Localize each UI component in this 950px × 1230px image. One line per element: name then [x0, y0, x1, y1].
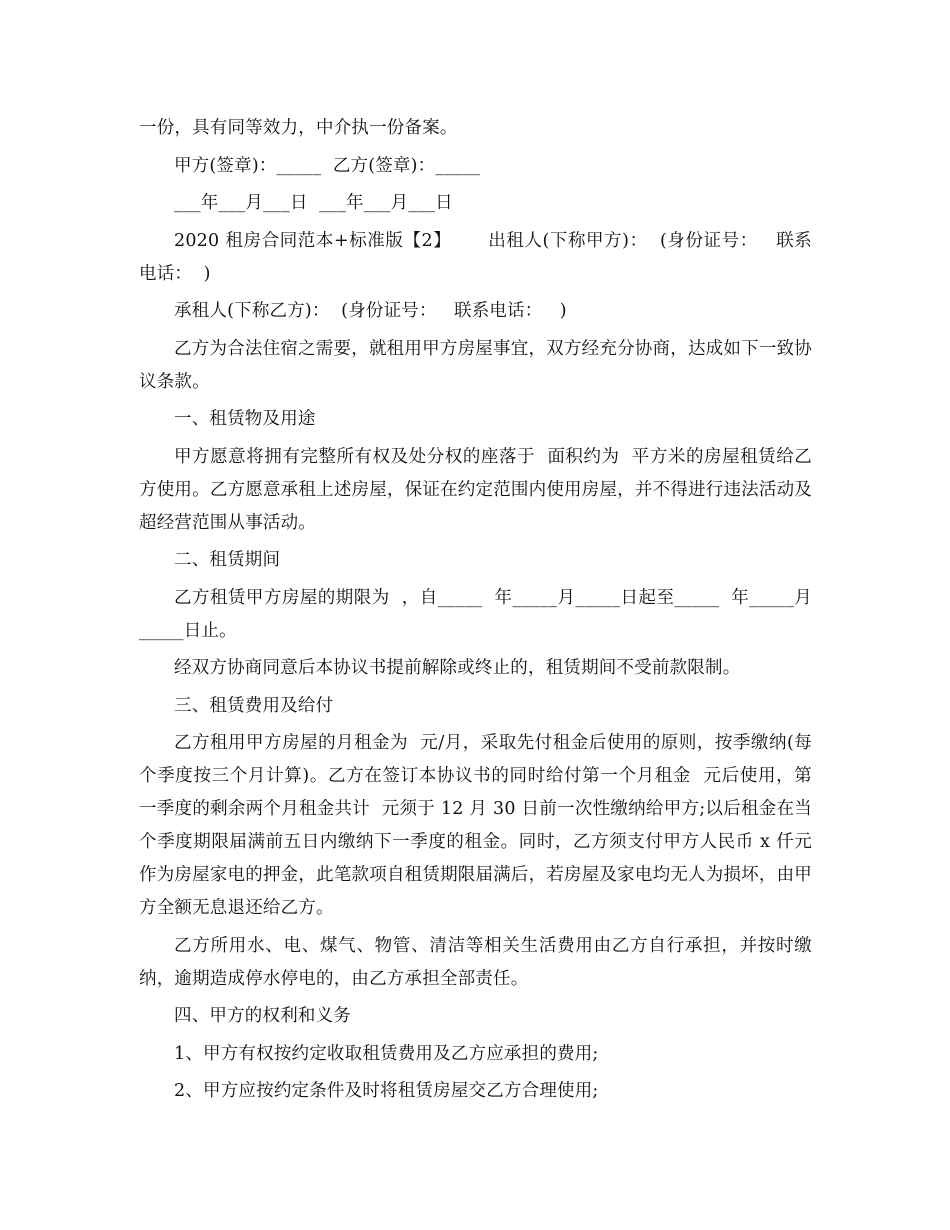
- paragraph-utilities: 乙方所用水、电、煤气、物管、清洁等相关生活费用由乙方自行承担，并按时缴纳，逾期造成停水停电的，由乙方承担全部责任。: [139, 935, 812, 989]
- paragraph-copies-note: 一份，具有同等效力，中介执一份备案。: [139, 118, 458, 138]
- paragraph-contract-title-lessor: 2020 租房合同范本+标准版【2】 出租人(下称甲方)： (身份证号： 联系电话： ): [139, 230, 812, 284]
- paragraph-signatures: 甲方(签章)：_____ 乙方(签章)：_____: [174, 155, 481, 176]
- paragraph-property: 甲方愿意将拥有完整所有权及处分权的座落于 面积约为 平方米的房屋租赁给乙方使用。乙方愿意承租上述房屋，保证在约定范围内使用房屋，并不得进行违法活动及超经营范围从事活动。: [139, 446, 812, 533]
- clause-item-1: 1、甲方有权按约定收取租赁费用及乙方应承担的费用;: [174, 1043, 599, 1064]
- paragraph-rent-payment: 乙方租用甲方房屋的月租金为 元/月，采取先付租金后使用的原则，按季缴纳(每个季度按三个月计算)。乙方在签订本协议书的同时给付第一个月租金 元后使用，第一季度的剩余两个月租金共计 元须于 12 月 30 日前一次性缴纳给甲方;以后租金在当个季度期限届满前五日内缴纳下一季度的租金。同时，乙方须支付甲方人民币 x 仟元作为房屋家电的押金，此笔款项自租赁期限届满后，若房屋及家电均无人为损坏，由甲方全额无息退还给乙方。: [139, 733, 812, 918]
- section-heading-4: 四、甲方的权利和义务: [174, 1006, 351, 1026]
- document-body: [139, 112, 812, 1113]
- paragraph-early-termination: 经双方协商同意后本协议书提前解除或终止的，租赁期间不受前款限制。: [174, 658, 741, 678]
- clause-item-2: 2、甲方应按约定条件及时将租赁房屋交乙方合理使用;: [174, 1081, 599, 1101]
- paragraph-sign-dates: ___年___月___日 ___年___月___日: [174, 193, 453, 213]
- section-heading-1: 一、租赁物及用途: [174, 409, 316, 429]
- section-heading-3: 三、租赁费用及给付: [174, 695, 334, 716]
- paragraph-purpose: 乙方为合法住宿之需要，就租用甲方房屋事宜，双方经充分协商，达成如下一致协议条款。: [139, 338, 812, 392]
- section-heading-2: 二、租赁期间: [174, 550, 281, 570]
- paragraph-lessee: 承租人(下称乙方)： (身份证号： 联系电话： ): [174, 301, 567, 321]
- paragraph-lease-term: 乙方租赁甲方房屋的期限为 ，自_____ 年_____月_____日起至_____ 年_____月_____日止。: [139, 587, 812, 641]
